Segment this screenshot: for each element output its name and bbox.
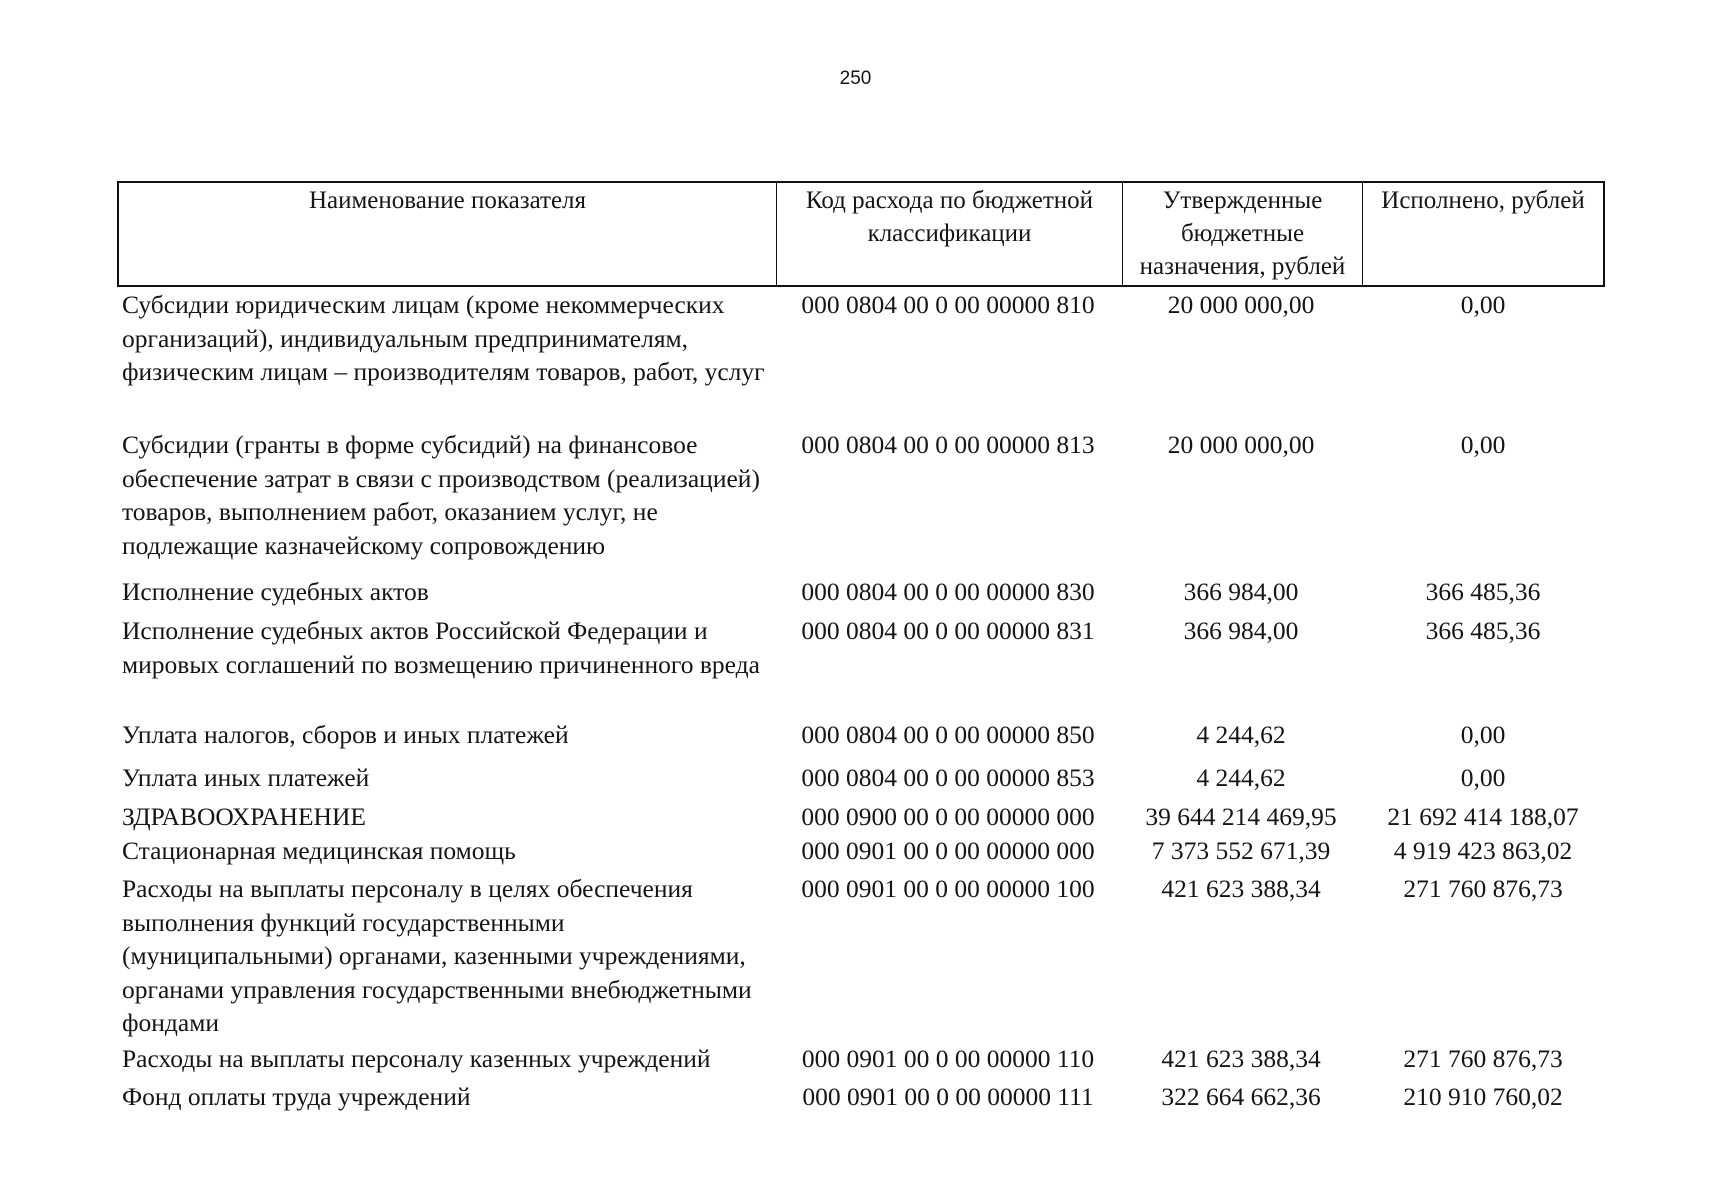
row-code: 000 0804 00 0 00 00000 853 (801, 763, 1095, 792)
row-executed: 4 919 423 863,02 (1393, 836, 1573, 865)
row-approved: 322 664 662,36 (1161, 1082, 1321, 1111)
row-name: Уплата иных платежей (122, 763, 370, 792)
row-code: 000 0804 00 0 00 00000 810 (801, 290, 1095, 319)
row-approved: 366 984,00 (1183, 616, 1299, 645)
row-approved: 421 623 388,34 (1161, 874, 1321, 903)
row-name: Расходы на выплаты персоналу в целях обеспечения выполнения функций государственными (муниципальными) органами, казенными учреждениями, органами управления государственными внебюджетными фондами (122, 874, 752, 1037)
table-row (117, 872, 1605, 1040)
table-row (117, 614, 1605, 681)
row-code: 000 0804 00 0 00 00000 831 (801, 616, 1095, 645)
header-code: Код расхода по бюджетной классификации (777, 183, 1123, 285)
table-row (117, 834, 1605, 868)
row-code: 000 0901 00 0 00 00000 100 (801, 874, 1095, 903)
row-executed: 0,00 (1460, 763, 1506, 792)
row-executed: 0,00 (1460, 430, 1506, 459)
row-name: Субсидии (гранты в форме субсидий) на финансовое обеспечение затрат в связи с производством (реализацией) товаров, выполнением работ, оказанием услуг, не подлежащие казначейскому сопровождению (122, 430, 760, 560)
header-executed: Исполнено, рублей (1381, 187, 1585, 214)
table-row (117, 800, 1605, 834)
row-code: 000 0901 00 0 00 00000 110 (801, 1044, 1095, 1073)
row-code: 000 0901 00 0 00 00000 111 (802, 1082, 1094, 1111)
row-name: Исполнение судебных актов (122, 577, 429, 606)
table-header (117, 181, 1605, 287)
page-number: 250 (839, 68, 872, 89)
table-row (117, 1080, 1605, 1114)
row-name: Уплата налогов, сборов и иных платежей (122, 720, 569, 749)
row-executed: 366 485,36 (1425, 616, 1541, 645)
table-row (117, 288, 1605, 389)
row-executed: 21 692 414 188,07 (1387, 802, 1579, 831)
row-name: Расходы на выплаты персоналу казенных учреждений (122, 1044, 711, 1073)
row-executed: 0,00 (1460, 290, 1506, 319)
row-executed: 0,00 (1460, 720, 1506, 749)
row-approved: 20 000 000,00 (1167, 430, 1315, 459)
table-row (117, 1042, 1605, 1076)
row-executed: 271 760 876,73 (1403, 1044, 1563, 1073)
row-code: 000 0804 00 0 00 00000 850 (801, 720, 1095, 749)
row-approved: 421 623 388,34 (1161, 1044, 1321, 1073)
row-name: Исполнение судебных актов Российской Федерации и мировых соглашений по возмещению причиненного вреда (122, 616, 760, 679)
row-approved: 366 984,00 (1183, 577, 1299, 606)
row-executed: 210 910 760,02 (1403, 1082, 1563, 1111)
table-row (117, 575, 1605, 609)
header-name: Наименование показателя (119, 183, 777, 285)
row-name: Стационарная медицинская помощь (122, 836, 516, 865)
row-executed: 271 760 876,73 (1403, 874, 1563, 903)
row-code: 000 0900 00 0 00 00000 000 (801, 802, 1095, 831)
row-code: 000 0901 00 0 00 00000 000 (801, 836, 1095, 865)
row-name: ЗДРАВООХРАНЕНИЕ (122, 802, 366, 831)
row-name: Фонд оплаты труда учреждений (122, 1082, 471, 1111)
table-row (117, 761, 1605, 795)
row-name: Субсидии юридическим лицам (кроме некоммерческих организаций), индивидуальным предпринимателям, физическим лицам – производителям товаров, работ, услуг (122, 290, 765, 386)
row-code: 000 0804 00 0 00 00000 813 (801, 430, 1095, 459)
row-approved: 20 000 000,00 (1167, 290, 1315, 319)
row-approved: 4 244,62 (1196, 720, 1286, 749)
table-row (117, 718, 1605, 752)
header-approved: Утвержденные бюджетные назначения, рублей (1123, 183, 1363, 285)
row-approved: 7 373 552 671,39 (1151, 836, 1331, 865)
row-code: 000 0804 00 0 00 00000 830 (801, 577, 1095, 606)
row-executed: 366 485,36 (1425, 577, 1541, 606)
row-approved: 4 244,62 (1196, 763, 1286, 792)
row-approved: 39 644 214 469,95 (1145, 802, 1337, 831)
table-row (117, 428, 1605, 562)
